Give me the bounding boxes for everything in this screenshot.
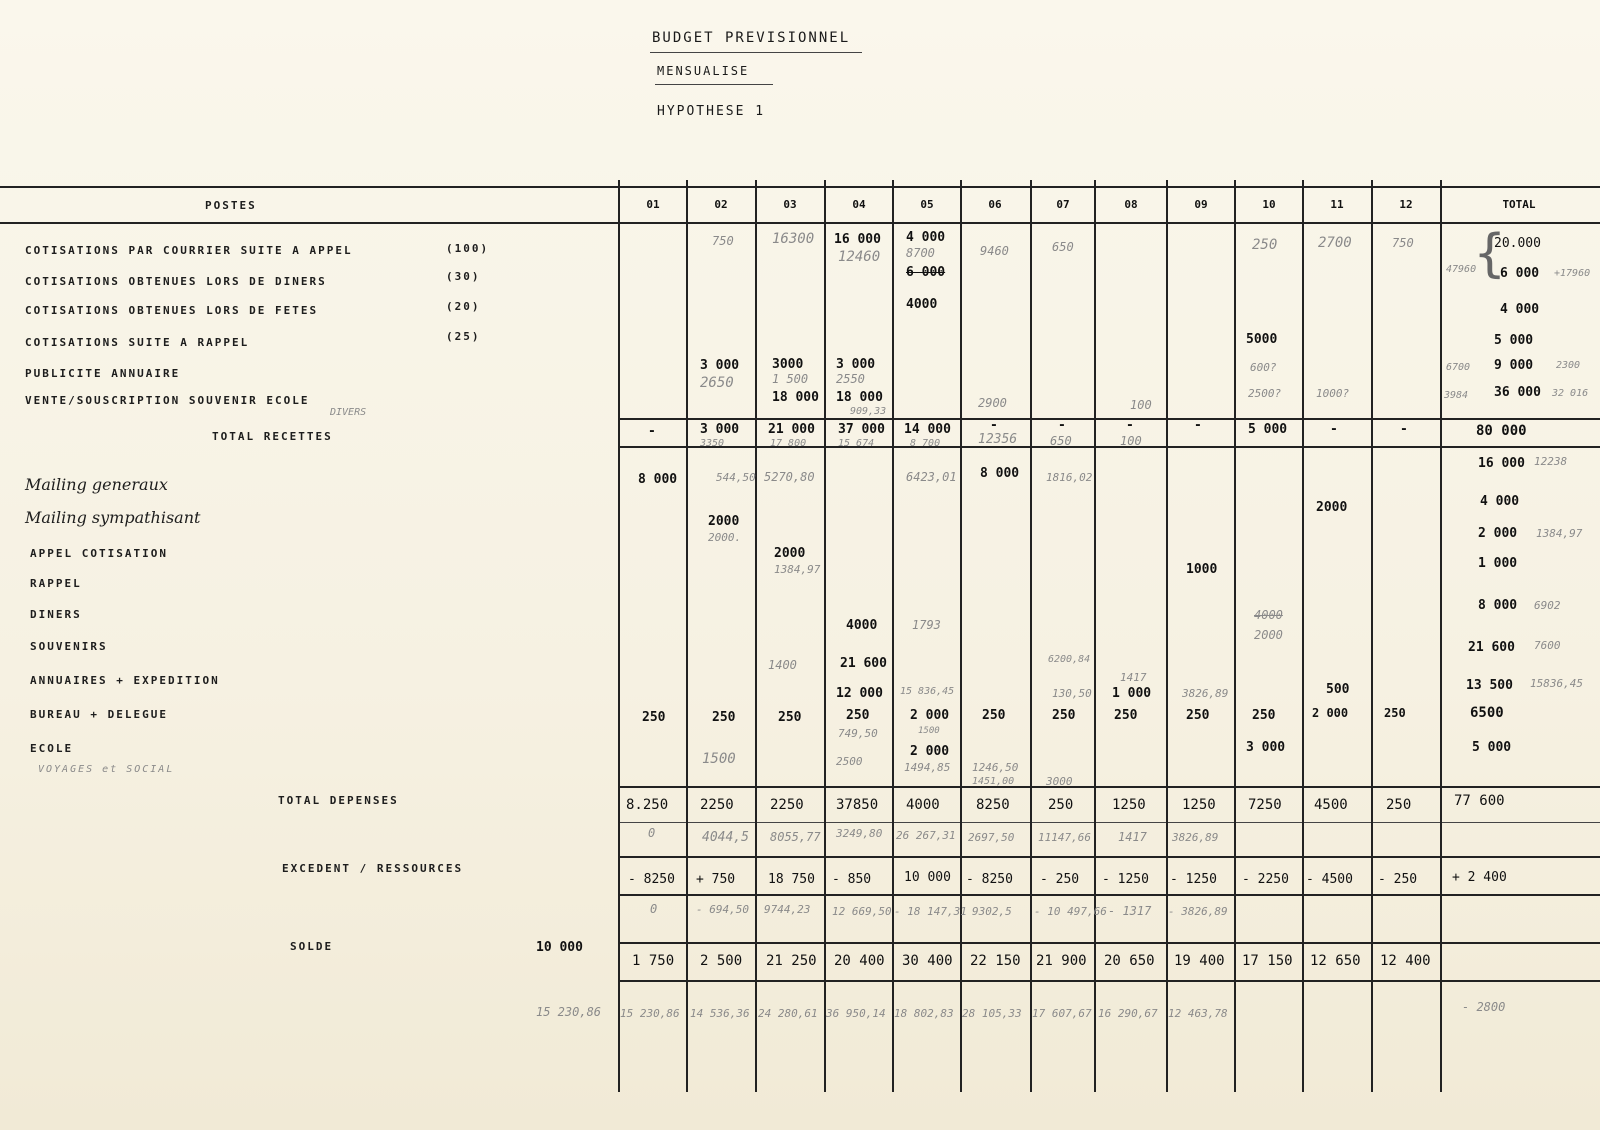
cell: 12 400	[1380, 953, 1431, 969]
depense-extra-label: VOYAGES et SOCIAL	[38, 764, 175, 775]
cell: 9302,5	[972, 905, 1012, 918]
cell: 2 000	[910, 744, 950, 759]
cell-total: 20.000	[1494, 236, 1541, 251]
month-header: 03	[783, 198, 797, 211]
cell: 500	[1326, 682, 1350, 697]
cell: 37 000	[838, 422, 885, 437]
solde-start-pencil: 15 230,86	[536, 1005, 602, 1019]
cell: 8 000	[638, 472, 678, 487]
cell: 24 280,61	[758, 1007, 818, 1020]
cell: 4 000	[906, 230, 946, 245]
solde-start: 10 000	[536, 940, 583, 955]
cell-total-pencil: 7600	[1534, 639, 1561, 652]
cell: 1250	[1112, 797, 1146, 813]
cell: 15 836,45	[900, 686, 955, 697]
postes-header: POSTES	[205, 199, 257, 212]
cell: 2500	[836, 755, 863, 768]
cell-total-pencil: 1384,97	[1536, 527, 1583, 540]
depense-label: SOUVENIRS	[30, 640, 108, 653]
cell-total-pencil: 15836,45	[1530, 677, 1583, 690]
cell-total-pencil: 6902	[1534, 599, 1561, 612]
doc-title: BUDGET PREVISIONNEL	[652, 30, 851, 46]
cell: 21 250	[766, 953, 817, 969]
cell: 3 000	[700, 422, 740, 437]
cell: 2 000	[910, 708, 950, 723]
cell: 19 400	[1174, 953, 1225, 969]
cell: 8.250	[626, 797, 669, 813]
col-rule-11	[1302, 180, 1304, 1092]
cell: 8 700	[910, 438, 941, 449]
cell: 1000?	[1316, 387, 1350, 400]
cell: 4500	[1314, 797, 1348, 813]
cell-total: - 2800	[1462, 1000, 1506, 1014]
cell: 6423,01	[906, 470, 957, 484]
cell: 0	[650, 902, 658, 916]
cell-total: 5 000	[1472, 740, 1512, 755]
cell: 18 000	[836, 390, 883, 405]
cell-total: 77 600	[1454, 793, 1505, 809]
cell: 544,50	[716, 471, 756, 484]
total-recettes-label: TOTAL RECETTES	[212, 430, 333, 443]
cell-total: 6500	[1470, 705, 1504, 721]
cell: 650	[1052, 240, 1074, 254]
cell: 750	[1392, 236, 1414, 250]
cell: 1816,02	[1046, 471, 1093, 484]
depense-label: Mailing sympathisant	[25, 508, 201, 527]
cell-total: 9 000	[1494, 358, 1534, 373]
cell: 2697,50	[968, 831, 1015, 844]
month-header: 08	[1124, 198, 1138, 211]
cell: 20 650	[1104, 953, 1155, 969]
month-header: 10	[1262, 198, 1276, 211]
cell: 250	[642, 710, 666, 725]
cell: 250	[846, 708, 870, 723]
cell: - 250	[1378, 872, 1418, 887]
cell: -	[990, 418, 998, 433]
rule-depenses-bottom	[618, 856, 1600, 858]
rule-top	[0, 186, 1600, 188]
cell: 1 500	[772, 372, 809, 386]
cell: 16300	[772, 231, 815, 247]
cell: - 850	[832, 872, 872, 887]
col-rule-total	[1440, 180, 1442, 1092]
cell: 1417	[1120, 671, 1147, 684]
cell: 8250	[976, 797, 1010, 813]
rule-recettes-top	[618, 418, 1600, 420]
cell: 4000	[906, 297, 938, 312]
cell: 14 000	[904, 422, 951, 437]
cell-total: 2 000	[1478, 526, 1518, 541]
col-rule-07	[1030, 180, 1032, 1092]
cell: 2550	[836, 372, 865, 386]
brace-icon: {	[1474, 224, 1506, 284]
cell-total: 8 000	[1478, 598, 1518, 613]
col-rule-08	[1094, 180, 1096, 1092]
month-header: 12	[1399, 198, 1413, 211]
cell: 250	[778, 710, 802, 725]
cell: 26 267,31	[896, 829, 956, 842]
cell-total: 4 000	[1480, 494, 1520, 509]
cell: 3 000	[836, 357, 876, 372]
cell: 750	[712, 234, 734, 248]
recette-label: COTISATIONS PAR COURRIER SUITE A APPEL	[25, 244, 353, 257]
cell-total: 80 000	[1476, 423, 1527, 439]
cell: 6200,84	[1048, 654, 1091, 665]
cell: 5270,80	[764, 470, 815, 484]
cell: 14 536,36	[690, 1007, 750, 1020]
cell: 1500	[702, 751, 736, 767]
cell: 3249,80	[836, 827, 883, 840]
cell: 6 000	[906, 265, 946, 280]
cell: 1 000	[1112, 686, 1152, 701]
cell: 1 750	[632, 953, 675, 969]
cell: 2700	[1318, 235, 1352, 251]
cell: 130,50	[1052, 687, 1092, 700]
cell: 21 900	[1036, 953, 1087, 969]
cell: 16 290,67	[1098, 1007, 1158, 1020]
col-rule-02	[686, 180, 688, 1092]
cell: 250	[1048, 797, 1074, 813]
cell: 12 000	[836, 686, 883, 701]
cell: 650	[1050, 434, 1072, 448]
rule-depenses-top	[618, 786, 1600, 788]
cell: 12356	[978, 432, 1018, 447]
cell: -	[648, 424, 656, 439]
cell: 10 000	[904, 870, 951, 885]
cell: 2 500	[700, 953, 743, 969]
cell: 250	[982, 708, 1006, 723]
cell: 3000	[1046, 775, 1073, 788]
rule-recettes-bottom	[618, 446, 1600, 448]
recette-count: (100)	[446, 242, 490, 255]
cell: 100	[1130, 398, 1152, 412]
cell: - 1250	[1102, 872, 1149, 887]
cell: 2000.	[708, 531, 742, 544]
cell: -	[1194, 418, 1202, 433]
cell: 30 400	[902, 953, 953, 969]
cell-side-pencil: 6700	[1446, 362, 1471, 373]
month-header: 05	[920, 198, 934, 211]
cell: - 8250	[628, 872, 675, 887]
col-rule-01	[618, 180, 620, 1092]
cell: 250	[1386, 797, 1412, 813]
recette-label: COTISATIONS OBTENUES LORS DE FETES	[25, 304, 319, 317]
cell: 1451,00	[972, 776, 1015, 787]
cell: - 694,50	[696, 903, 749, 916]
cell: 36 950,14	[826, 1007, 886, 1020]
recette-label: COTISATIONS SUITE A RAPPEL	[25, 336, 250, 349]
cell-total: 4 000	[1500, 302, 1540, 317]
cell: 18 750	[768, 872, 815, 887]
cell: 250	[1384, 706, 1406, 720]
cell-total-pencil: 32 016	[1552, 388, 1589, 399]
cell: 18 802,83	[894, 1007, 954, 1020]
cell: 15 674	[838, 438, 875, 449]
cell: 1793	[912, 618, 941, 632]
cell: 0	[648, 826, 656, 840]
cell: 8055,77	[770, 830, 821, 844]
cell: 1494,85	[904, 761, 951, 774]
cell: 8700	[906, 246, 935, 260]
rule-solde-top	[618, 942, 1600, 944]
col-rule-05	[892, 180, 894, 1092]
cell: - 250	[1040, 872, 1080, 887]
cell: 250	[712, 710, 736, 725]
cell: 3350	[700, 438, 725, 449]
cell: 2000	[1254, 628, 1283, 642]
cell: 37850	[836, 797, 879, 813]
cell-total: 5 000	[1494, 333, 1534, 348]
cell: 5 000	[1248, 422, 1288, 437]
cell: 2250	[770, 797, 804, 813]
cell: -	[1400, 422, 1408, 437]
cell-side-pencil: 3984	[1444, 390, 1469, 401]
cell: 2 000	[1312, 706, 1349, 720]
doc-hypothesis: HYPOTHESE 1	[657, 104, 766, 119]
depense-label: DINERS	[30, 608, 82, 621]
cell: 9460	[980, 244, 1009, 258]
cell: 2000	[1316, 500, 1348, 515]
cell: -	[1058, 418, 1066, 433]
cell: 909,33	[850, 406, 887, 417]
cell-total-pencil: 12238	[1534, 455, 1568, 468]
month-header: 06	[988, 198, 1002, 211]
solde-label: SOLDE	[290, 940, 334, 953]
cell: 12 650	[1310, 953, 1361, 969]
cell: 15 230,86	[620, 1007, 680, 1020]
cell: 4044,5	[702, 830, 749, 845]
cell: 250	[1252, 237, 1278, 253]
cell: 4000	[1254, 608, 1283, 622]
cell: 5000	[1246, 332, 1278, 347]
cell: 1400	[768, 658, 797, 672]
month-header: 02	[714, 198, 728, 211]
cell: 7250	[1248, 797, 1282, 813]
recette-label: VENTE/SOUSCRIPTION SOUVENIR ECOLE	[25, 394, 310, 407]
cell: 2500?	[1248, 387, 1282, 400]
cell: 9744,23	[764, 903, 811, 916]
cell: 28 105,33	[962, 1007, 1022, 1020]
depense-label: BUREAU + DELEGUE	[30, 708, 168, 721]
cell: 250	[1186, 708, 1210, 723]
cell: 1500	[918, 726, 940, 736]
cell: 1246,50	[972, 761, 1019, 774]
subtitle-underline	[655, 84, 773, 85]
cell: 18 000	[772, 390, 819, 405]
cell: - 18 147,31	[894, 905, 967, 918]
cell: 3000	[772, 357, 804, 372]
cell: 2000	[774, 546, 806, 561]
cell: - 8250	[966, 872, 1013, 887]
cell: 3 000	[700, 358, 740, 373]
rule-depenses-mid	[618, 822, 1600, 823]
cell-total: 13 500	[1466, 678, 1513, 693]
title-underline	[650, 52, 862, 53]
cell: 22 150	[970, 953, 1021, 969]
cell: - 10 497,66	[1034, 905, 1107, 918]
cell: - 3826,89	[1168, 905, 1228, 918]
col-rule-03	[755, 180, 757, 1092]
cell: 17 150	[1242, 953, 1293, 969]
total-header: TOTAL	[1502, 198, 1536, 211]
cell: 2650	[700, 375, 734, 391]
month-header: 01	[646, 198, 660, 211]
depense-label: ANNUAIRES + EXPEDITION	[30, 674, 220, 687]
recette-label: PUBLICITE ANNUAIRE	[25, 367, 181, 380]
cell: 4000	[906, 797, 940, 813]
cell: 12 669,50	[832, 905, 892, 918]
cell: 1417	[1118, 830, 1147, 844]
depense-label: Mailing generaux	[25, 475, 168, 494]
excedent-label: EXCEDENT / RESSOURCES	[282, 862, 464, 875]
cell: 1000	[1186, 562, 1218, 577]
cell: 2000	[708, 514, 740, 529]
cell-total: 21 600	[1468, 640, 1515, 655]
cell: 12 463,78	[1168, 1007, 1228, 1020]
month-header: 09	[1194, 198, 1208, 211]
rule-header	[0, 222, 1600, 224]
cell: 3826,89	[1182, 687, 1229, 700]
cell: 2900	[978, 396, 1007, 410]
cell-total-pencil: 2300	[1556, 360, 1581, 371]
cell: 4000	[846, 618, 878, 633]
cell: -	[1330, 422, 1338, 437]
cell-total: 36 000	[1494, 385, 1541, 400]
cell: - 1317	[1108, 904, 1152, 918]
cell: 21 000	[768, 422, 815, 437]
col-rule-10	[1234, 180, 1236, 1092]
month-header: 07	[1056, 198, 1070, 211]
doc-subtitle: MENSUALISE	[657, 64, 750, 78]
cell: -	[1126, 418, 1134, 433]
cell-total: 1 000	[1478, 556, 1518, 571]
cell: 12460	[838, 249, 881, 265]
cell: 749,50	[838, 727, 878, 740]
cell: 250	[1252, 708, 1276, 723]
cell: 100	[1120, 434, 1142, 448]
col-rule-04	[824, 180, 826, 1092]
cell: 1384,97	[774, 563, 821, 576]
cell: + 750	[696, 872, 736, 887]
cell: - 2250	[1242, 872, 1289, 887]
recette-label: COTISATIONS OBTENUES LORS DE DINERS	[25, 275, 327, 288]
cell: 16 000	[834, 232, 881, 247]
col-rule-09	[1166, 180, 1168, 1092]
cell: - 1250	[1170, 872, 1217, 887]
col-rule-12	[1371, 180, 1373, 1092]
recette-count: (30)	[446, 270, 481, 283]
cell: - 4500	[1306, 872, 1353, 887]
cell-total-pencil: +17960	[1554, 268, 1591, 279]
recette-extra-label: DIVERS	[330, 407, 367, 418]
total-depenses-label: TOTAL DEPENSES	[278, 794, 399, 807]
rule-excedent-top	[618, 894, 1600, 896]
cell: 250	[1052, 708, 1076, 723]
depense-label: APPEL COTISATION	[30, 547, 168, 560]
cell: 250	[1114, 708, 1138, 723]
month-header: 11	[1330, 198, 1344, 211]
cell: 21 600	[840, 656, 887, 671]
cell: 8 000	[980, 466, 1020, 481]
cell-total: + 2 400	[1452, 870, 1507, 885]
cell: 1250	[1182, 797, 1216, 813]
depense-label: RAPPEL	[30, 577, 82, 590]
rule-solde-bottom	[618, 980, 1600, 982]
col-rule-06	[960, 180, 962, 1092]
recette-count: (25)	[446, 330, 481, 343]
cell: 17 800	[770, 438, 807, 449]
cell: 3 000	[1246, 740, 1286, 755]
cell-total: 16 000	[1478, 456, 1525, 471]
cell: 20 400	[834, 953, 885, 969]
cell: 11147,66	[1038, 831, 1091, 844]
cell-side-pencil: 47960	[1446, 264, 1477, 275]
cell: 3826,89	[1172, 831, 1219, 844]
cell: 600?	[1250, 361, 1277, 374]
month-header: 04	[852, 198, 866, 211]
recette-count: (20)	[446, 300, 481, 313]
depense-label: ECOLE	[30, 742, 74, 755]
cell-total: 6 000	[1500, 266, 1540, 281]
cell: 2250	[700, 797, 734, 813]
cell: 17 607,67	[1032, 1007, 1092, 1020]
